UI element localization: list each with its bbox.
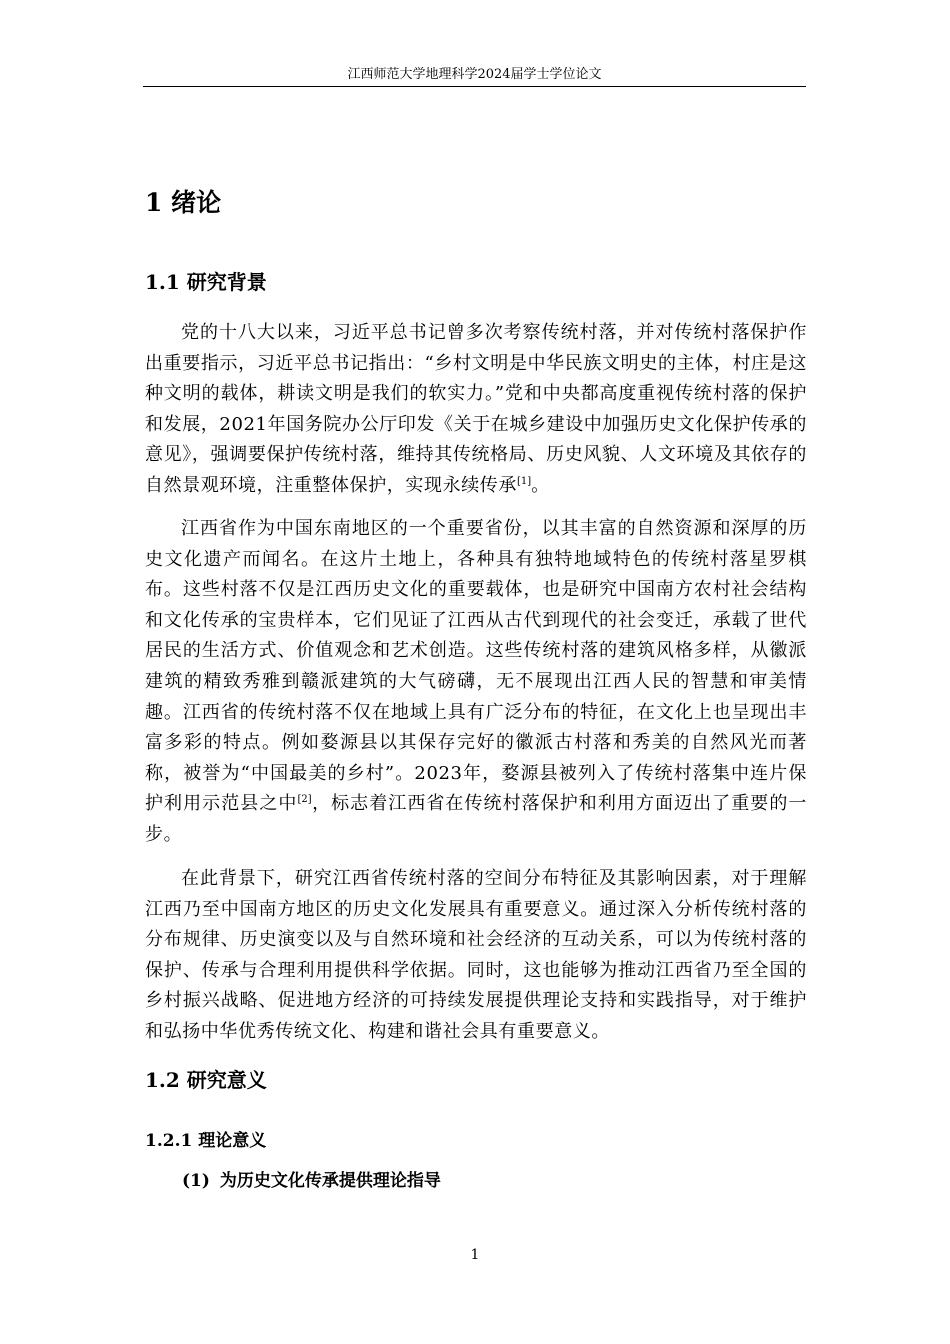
page-header: 江西师范大学地理科学2024届学士学位论文	[347, 67, 602, 82]
list-item-title: 为历史文化传承提供理论指导	[219, 1171, 441, 1191]
paragraph-background-2	[145, 514, 807, 851]
subsection-1-2-1-title: 1.2.1 理论意义	[145, 1131, 267, 1151]
citation-ref-2: [2]	[297, 794, 312, 806]
paragraph-text-end: ，标志着江西省在传统村落保护和利用方面迈出了重要的一步。	[145, 793, 807, 845]
paragraph-background-3: 在此背景下，研究江西省传统村落的空间分布特征及其影响因素，对于理解江西乃至中国南方地区的历史文化发展具有重要意义。通过深入分析传统村落的分布规律、历史演变以及与自然环境和社会经济的互动关系，可以为传统村落的保护、传承与合理利用提供科学依据。同时，这也能够为推动江西省乃至全国的乡村振兴战略、促进地方经济的可持续发展提供理论支持和实践指导，对于维护和弘扬中华优秀传统文化、构建和谐社会具有重要意义。	[145, 868, 807, 1042]
chapter-title: 1 绪论	[145, 188, 222, 217]
page-number: 1	[470, 1247, 480, 1263]
paragraph-text-end: 。	[531, 474, 550, 496]
section-1-2-title: 1.2 研究意义	[145, 1068, 267, 1092]
citation-ref-1: [1]	[517, 475, 532, 487]
list-item-heading-1	[182, 1169, 441, 1193]
paragraph-text: 党的十八大以来，习近平总书记曾多次考察传统村落，并对传统村落保护作出重要指示，习近平总书记指出：“乡村文明是中华民族文明史的主体，村庄是这种文明的载体，耕读文明是我们的软实力。”党和中央都高度重视传统村落的保护和发展，2021年国务院办公厅印发《关于在城乡建设中加强历史文化保护传承的意见》，强调要保护传统村落，维持其传统格局、历史风貌、人文环境及其依存的自然景观环境，注重整体保护，实现永续传承	[145, 322, 808, 496]
paragraph-background-1	[145, 318, 807, 502]
section-1-1-title: 1.1 研究背景	[145, 270, 267, 294]
header-divider	[143, 86, 806, 87]
paragraph-text: 江西省作为中国东南地区的一个重要省份，以其丰富的自然资源和深厚的历史文化遗产而闻名。在这片土地上，各种具有独特地域特色的传统村落星罗棋布。这些村落不仅是江西历史文化的重要载体，也是研究中国南方农村社会结构和文化传承的宝贵样本，它们见证了江西从古代到现代的社会变迁，承载了世代居民的生活方式、价值观念和艺术创造。这些传统村落的建筑风格多样，从徽派建筑的精致秀雅到赣派建筑的大气磅礴，无不展现出江西人民的智慧和审美情趣。江西省的传统村落不仅在地域上具有广泛分布的特征，在文化上也呈现出丰富多彩的特点。例如婺源县以其保存完好的徽派古村落和秀美的自然风光而著称，被誉为“中国最美的乡村”。2023年，婺源县被列入了传统村落集中连片保护利用示范县之中	[145, 518, 807, 815]
list-item-number: (1)	[182, 1171, 210, 1191]
